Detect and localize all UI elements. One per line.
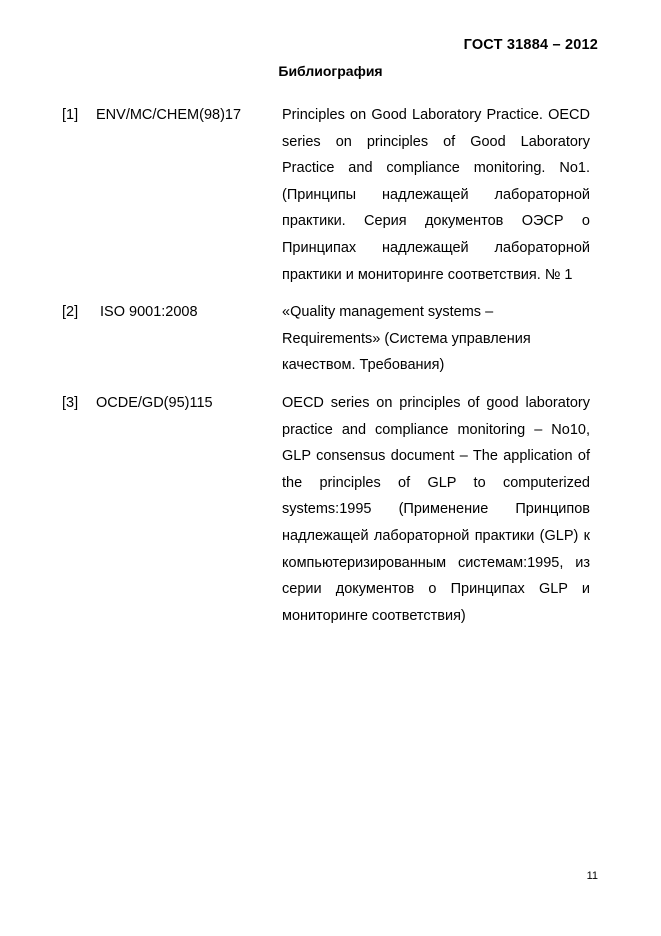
entry-description: «Quality management systems – Requirements» (Система управления качеством. Требования)	[282, 304, 531, 374]
entry-number: [2]	[62, 304, 79, 321]
entry-description: Principles on Good Laboratory Practice. OECD series on principles of Good Laboratory Practice and compliance monitoring. No1.(Принципы надлежащей лабораторной практики. Серия документов ОЭСР о Принципах надлежащей лабораторной практики и мониторинге соответствия. № 1	[282, 107, 590, 283]
page-number: 11	[586, 870, 598, 882]
entry-code: ISO 9001:2008	[100, 304, 198, 321]
bibliography-list	[62, 102, 590, 629]
bibliography-entry	[62, 102, 590, 288]
document-standard-code: ГОСТ 31884 – 2012	[463, 37, 598, 53]
page-title-text: Библиография	[278, 63, 383, 79]
entry-code: OCDE/GD(95)115	[96, 394, 213, 411]
bibliography-entry	[62, 299, 590, 379]
entry-number: [1]	[62, 107, 79, 123]
entry-code: ENV/MC/CHEM(98)17	[96, 107, 242, 123]
bibliography-entry	[62, 390, 590, 629]
entry-number: [3]	[62, 394, 79, 411]
page-title	[0, 63, 661, 79]
entry-description: OECD series on principles of good laboratory practice and compliance monitoring – No10, GLP consensus document – The application of the principles of GLP to computerized systems:1995 (Применение Принципов надлежащей лабораторной практики (GLP) к компьютеризированным системам:1995, из серии документов о Принципах GLP и мониторинге соответствия)	[282, 394, 590, 624]
